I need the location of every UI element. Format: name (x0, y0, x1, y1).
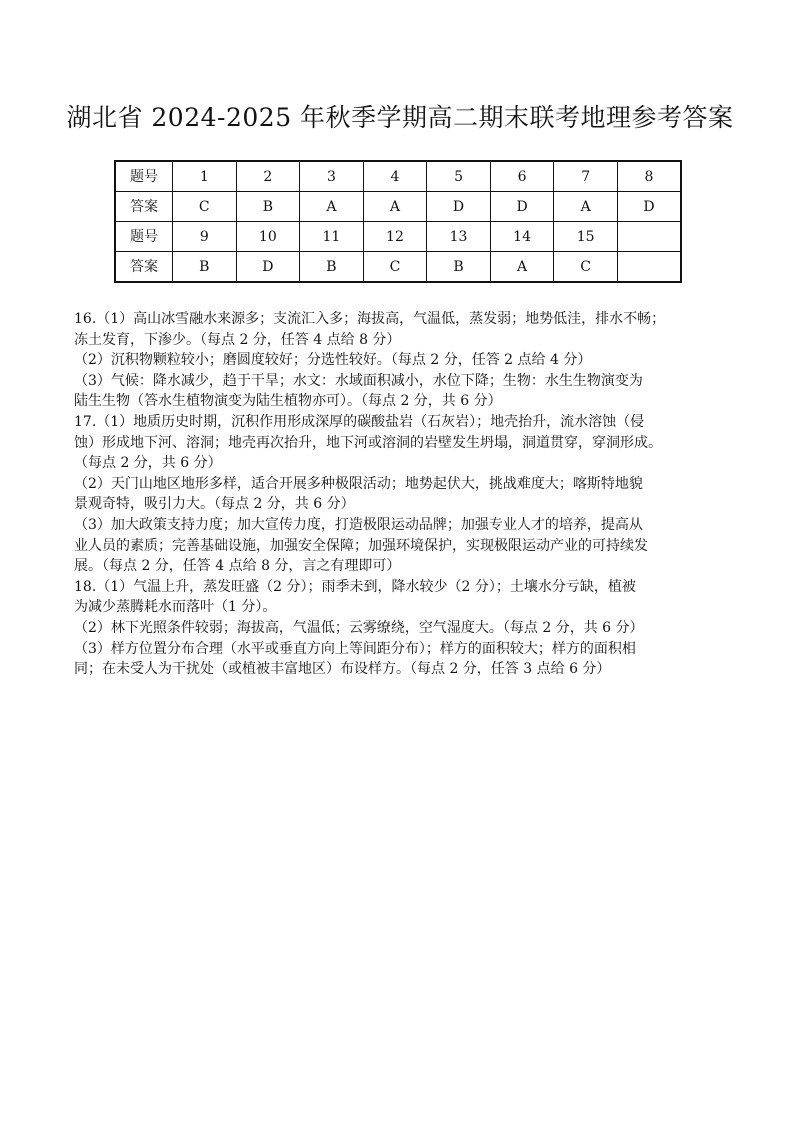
row-header: 题号 (115, 161, 173, 192)
table-cell: A (490, 252, 554, 283)
text-line: 景观奇特，吸引力大。（每点 2 分，共 6 分） (74, 496, 355, 513)
text-line: 蚀）形成地下河、溶洞；地壳再次抬升，地下河或溶洞的岩壁发生坍塌，洞道贯穿，穿洞形成。 (74, 434, 662, 451)
table-cell: D (236, 252, 300, 283)
text-line: 同；在未受人为干扰处（或植被丰富地区）布设样方。（每点 2 分，任答 3 点给 6 分） (74, 661, 611, 678)
table-cell: 14 (490, 222, 554, 252)
table-cell: D (427, 192, 491, 222)
table-cell: B (300, 252, 364, 283)
table-cell: 13 (427, 222, 491, 252)
answer-table (114, 160, 682, 283)
table-row (115, 222, 681, 252)
text-line: 17.（1）地质历史时期，沉积作用形成深厚的碳酸盐岩（石灰岩）；地壳抬升，流水溶蚀（侵 (74, 413, 645, 430)
table-cell: 2 (236, 161, 300, 192)
table-cell: 3 (300, 161, 364, 192)
page-title: 湖北省 2024-2025 年秋季学期高二期末联考地理参考答案 (66, 103, 734, 132)
table-cell: 12 (363, 222, 427, 252)
text-line: 为减少蒸腾耗水而落叶（1 分）。 (74, 599, 277, 616)
text-line: 展。（每点 2 分，任答 4 点给 8 分，言之有理即可） (74, 558, 401, 575)
table-cell (617, 222, 681, 252)
table-cell (617, 252, 681, 283)
table-cell: B (236, 192, 300, 222)
table-cell: B (173, 252, 237, 283)
table-cell: C (363, 252, 427, 283)
answer-explanations (74, 309, 734, 680)
table-cell: 10 (236, 222, 300, 252)
text-line: （3）加大政策支持力度；加大宣传力度，打造极限运动品牌；加强专业人才的培养，提高从 (74, 516, 643, 533)
text-line: （每点 2 分，共 6 分） (74, 455, 222, 472)
table-cell: 1 (173, 161, 237, 192)
table-row (115, 161, 681, 192)
row-header: 答案 (115, 252, 173, 283)
text-line: 18.（1）气温上升，蒸发旺盛（2 分）；雨季未到，降水较少（2 分）；土壤水分亏缺，植被 (74, 578, 636, 595)
table-cell: 5 (427, 161, 491, 192)
table-row (115, 192, 681, 222)
text-line: （2）林下光照条件较弱；海拔高，气温低；云雾缭绕，空气湿度大。（每点 2 分，共 6 分） (74, 619, 644, 636)
table-cell: 8 (617, 161, 681, 192)
table-cell: D (490, 192, 554, 222)
table-cell: 11 (300, 222, 364, 252)
table-cell: 9 (173, 222, 237, 252)
table-cell: 15 (554, 222, 618, 252)
table-cell: A (363, 192, 427, 222)
row-header: 答案 (115, 192, 173, 222)
text-line: 16.（1）高山冰雪融水来源多；支流汇入多；海拔高，气温低，蒸发弱；地势低洼，排水不畅； (74, 311, 666, 327)
text-line: 冻土发育，下渗少。（每点 2 分，任答 4 点给 8 分） (74, 331, 401, 348)
table-cell: C (554, 252, 618, 283)
table-cell: A (554, 192, 618, 222)
table-cell: 7 (554, 161, 618, 192)
table-cell: 6 (490, 161, 554, 192)
table-cell: A (300, 192, 364, 222)
table-cell: B (427, 252, 491, 283)
text-line: 陆生生物（答水生植物演变为陆生植物亦可）。（每点 2 分，共 6 分） (74, 393, 502, 410)
text-line: （2）沉积物颗粒较小；磨圆度较好；分选性较好。（每点 2 分，任答 2 点给 4 分） (74, 352, 592, 369)
text-line: （3）气候：降水减少，趋于干旱；水文：水域面积减小，水位下降；生物：水生生物演变为 (74, 372, 643, 389)
text-line: （2）天门山地区地形多样，适合开展多种极限活动；地势起伏大，挑战难度大；喀斯特地貌 (74, 475, 643, 492)
table-cell: 4 (363, 161, 427, 192)
text-line: 业人员的素质；完善基础设施，加强安全保障；加强环境保护，实现极限运动产业的可持续发 (74, 537, 648, 554)
text-line: （3）样方位置分布合理（水平或垂直方向上等间距分布）；样方的面积较大；样方的面积相 (74, 640, 636, 657)
row-header: 题号 (115, 222, 173, 252)
table-cell: C (173, 192, 237, 222)
table-cell: D (617, 192, 681, 222)
table-row (115, 252, 681, 283)
